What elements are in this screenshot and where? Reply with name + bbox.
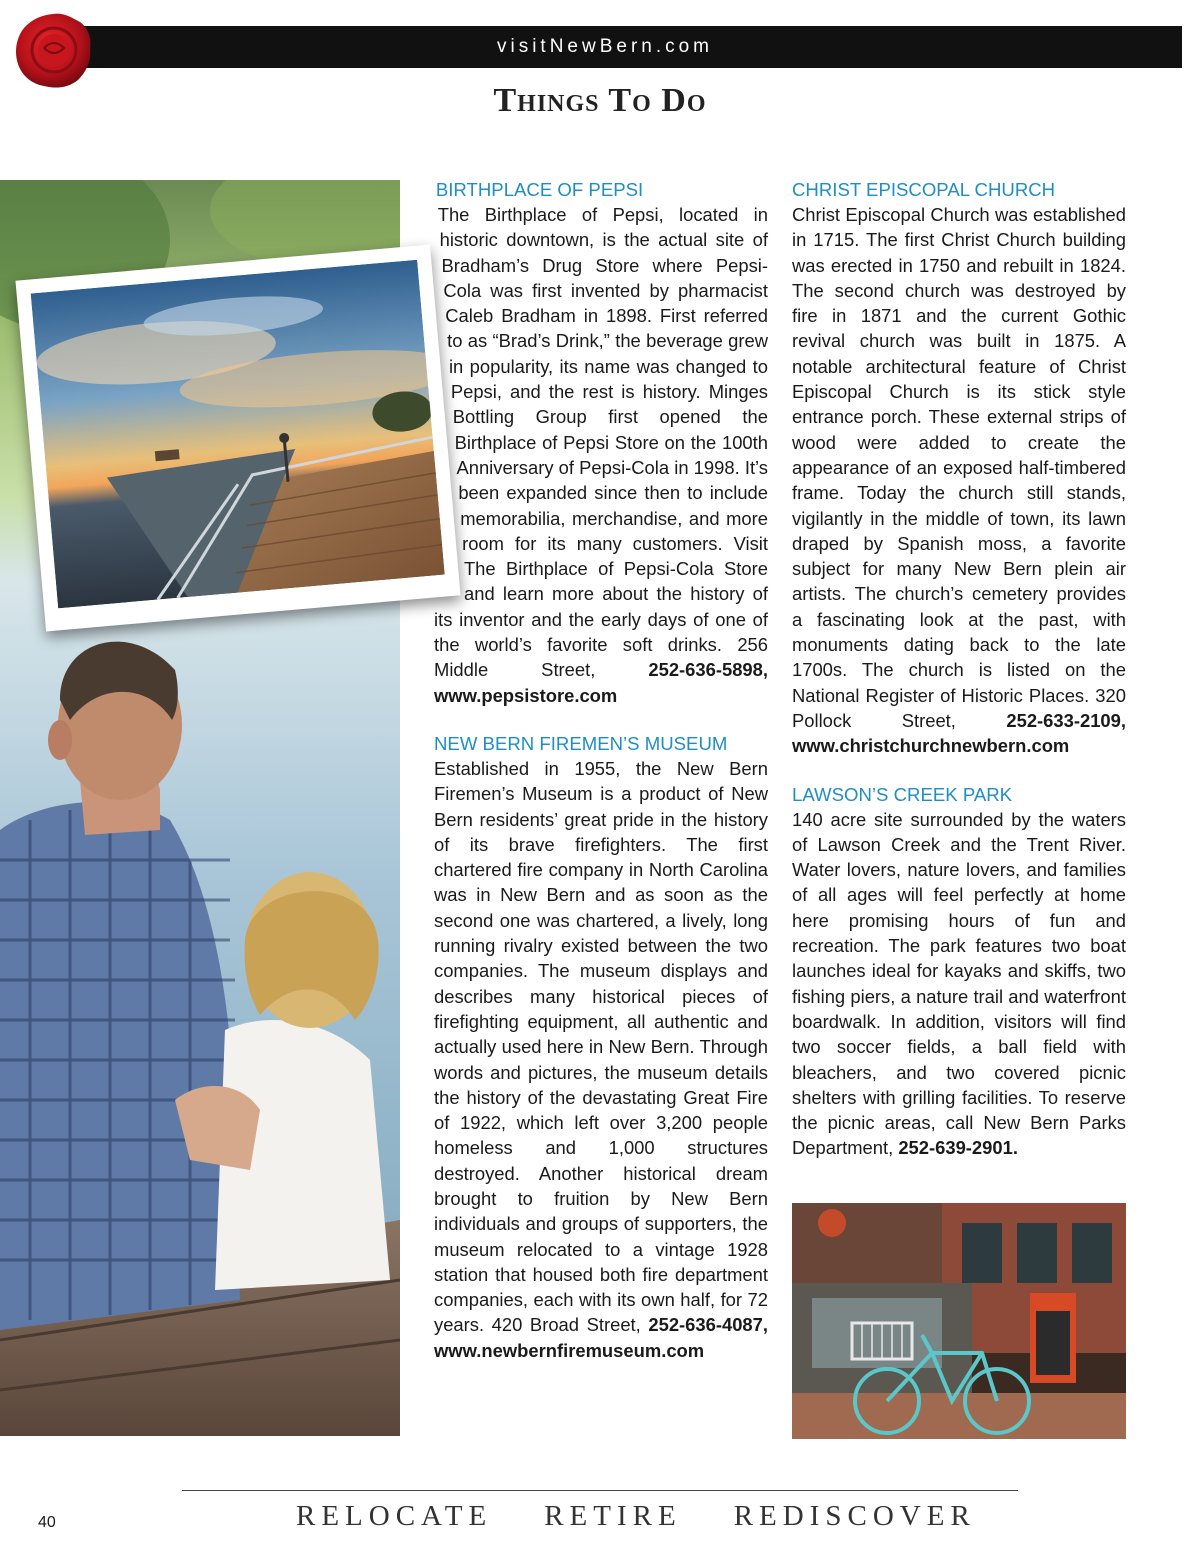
section-christ-episcopal-church: [792, 177, 1126, 759]
section-contact[interactable]: 252-639-2901.: [898, 1137, 1018, 1159]
section-contact[interactable]: 252-636-4087, www.newbernfiremuseum.com: [434, 1314, 768, 1361]
section-body: Christ Episcopal Church was established in 1715. The first Christ Church building was erected in 1750 and rebuilt in 1824. The second church was destroyed by fire in 1871 and the current Gothic revival church was built in 1875. A notable architectural feature of Christ Episcopal Church is its stick style entrance porch. These external strips of wood were added to create the appearance of an exposed half-timbered frame. Today the church still stands, vigilantly in the middle of town, its lawn draped by Spanish moss, a favorite subject for many New Bern plein air artists. The church’s cemetery provides a fascinating look at the past, with monuments dating back to the late 1700s. The church is listed on the National Register of Historic Places. 320 Pollock Street,: [792, 204, 1126, 731]
section-heading: LAWSON’S CREEK PARK: [792, 783, 1013, 805]
column-left: [434, 177, 768, 1363]
site-url[interactable]: visitNewBern.com: [496, 36, 714, 57]
page-title: Things To Do: [493, 82, 707, 119]
section-firemens-museum: [434, 731, 768, 1363]
boardwalk-photo: [15, 245, 460, 632]
section-body: Established in 1955, the New Bern Firemen’s Museum is a product of New Bern residents’ great pride in the history of its brave firefighters. The first chartered fire company in North Carolina was in New Bern and as soon as the second one was chartered, a lively, long running rivalry existed between the two companies. The museum displays and describes many historical pieces of firefighting equipment, all authentic and actually used here in New Bern. Through words and pictures, the museum details the history of the devastating Great Fire of 1922, which left over 3,200 people homeless and 1,000 structures destroyed. Another historical dream brought to fruition by New Bern individuals and groups of supporters, the museum relocated to a vintage 1928 station that housed both fire department companies, each with its own half, for 72 years. 420 Broad Street,: [434, 757, 768, 1336]
tagline-word: REDISCOVER: [733, 1500, 976, 1532]
header-bar: [28, 26, 1182, 68]
section-heading: BIRTHPLACE OF PEPSI: [435, 179, 644, 200]
section-heading: CHRIST EPISCOPAL CHURCH: [792, 179, 1056, 200]
footer-divider: [182, 1490, 1018, 1491]
footer-tagline: [296, 1500, 976, 1533]
section-lawsons-creek-park: [792, 782, 1126, 1161]
section-heading: NEW BERN FIREMEN’S MUSEUM: [434, 732, 728, 754]
wax-seal-icon: [12, 10, 94, 90]
page-number: 40: [38, 1514, 56, 1531]
section-body: 140 acre site surrounded by the waters of Lawson Creek and the Trent River. Water lovers, nature lovers, and families of all ages will feel perfectly at home here promising hours of fun and recreation. The park features two boat launches ideal for kayaks and skiffs, two fishing piers, a nature trail and waterfront boardwalk. In addition, visitors will find two soccer fields, a ball field with bleachers, and two covered picnic shelters with grilling facilities. To reserve the picnic areas, call New Bern Parks Department,: [792, 808, 1126, 1159]
section-contact[interactable]: 252-633-2109, www.christchurchnewbern.com: [792, 709, 1126, 757]
column-right: [792, 177, 1126, 1161]
section-birthplace-of-pepsi: [434, 177, 768, 708]
tagline-word: RETIRE: [544, 1500, 682, 1532]
tagline-word: RELOCATE: [296, 1500, 493, 1532]
section-body: The Birthplace of Pepsi, located in historic downtown, is the actual site of Bradham’s Drug Store where Pepsi-Cola was first invented by pharmacist Caleb Bradham in 1898. First referred to as “Brad’s Drink,” the beverage grew in popularity, its name was changed to Pepsi, and the rest is history. Minges Bottling Group first opened the Birthplace of Pepsi Store on the 100th Anniversary of Pepsi-Cola in 1998. It’s been expanded since then to include memorabilia, merchandise, and more room for its many customers. Visit The Birthplace of Pepsi-Cola Store and learn more about the history of its inventor and the early days of one of the world’s favorite soft drinks. 256 Middle Street,: [434, 204, 768, 681]
section-contact[interactable]: 252-636-5898, www.pepsistore.com: [434, 659, 768, 706]
bicycle-storefront-photo: [792, 1203, 1126, 1439]
